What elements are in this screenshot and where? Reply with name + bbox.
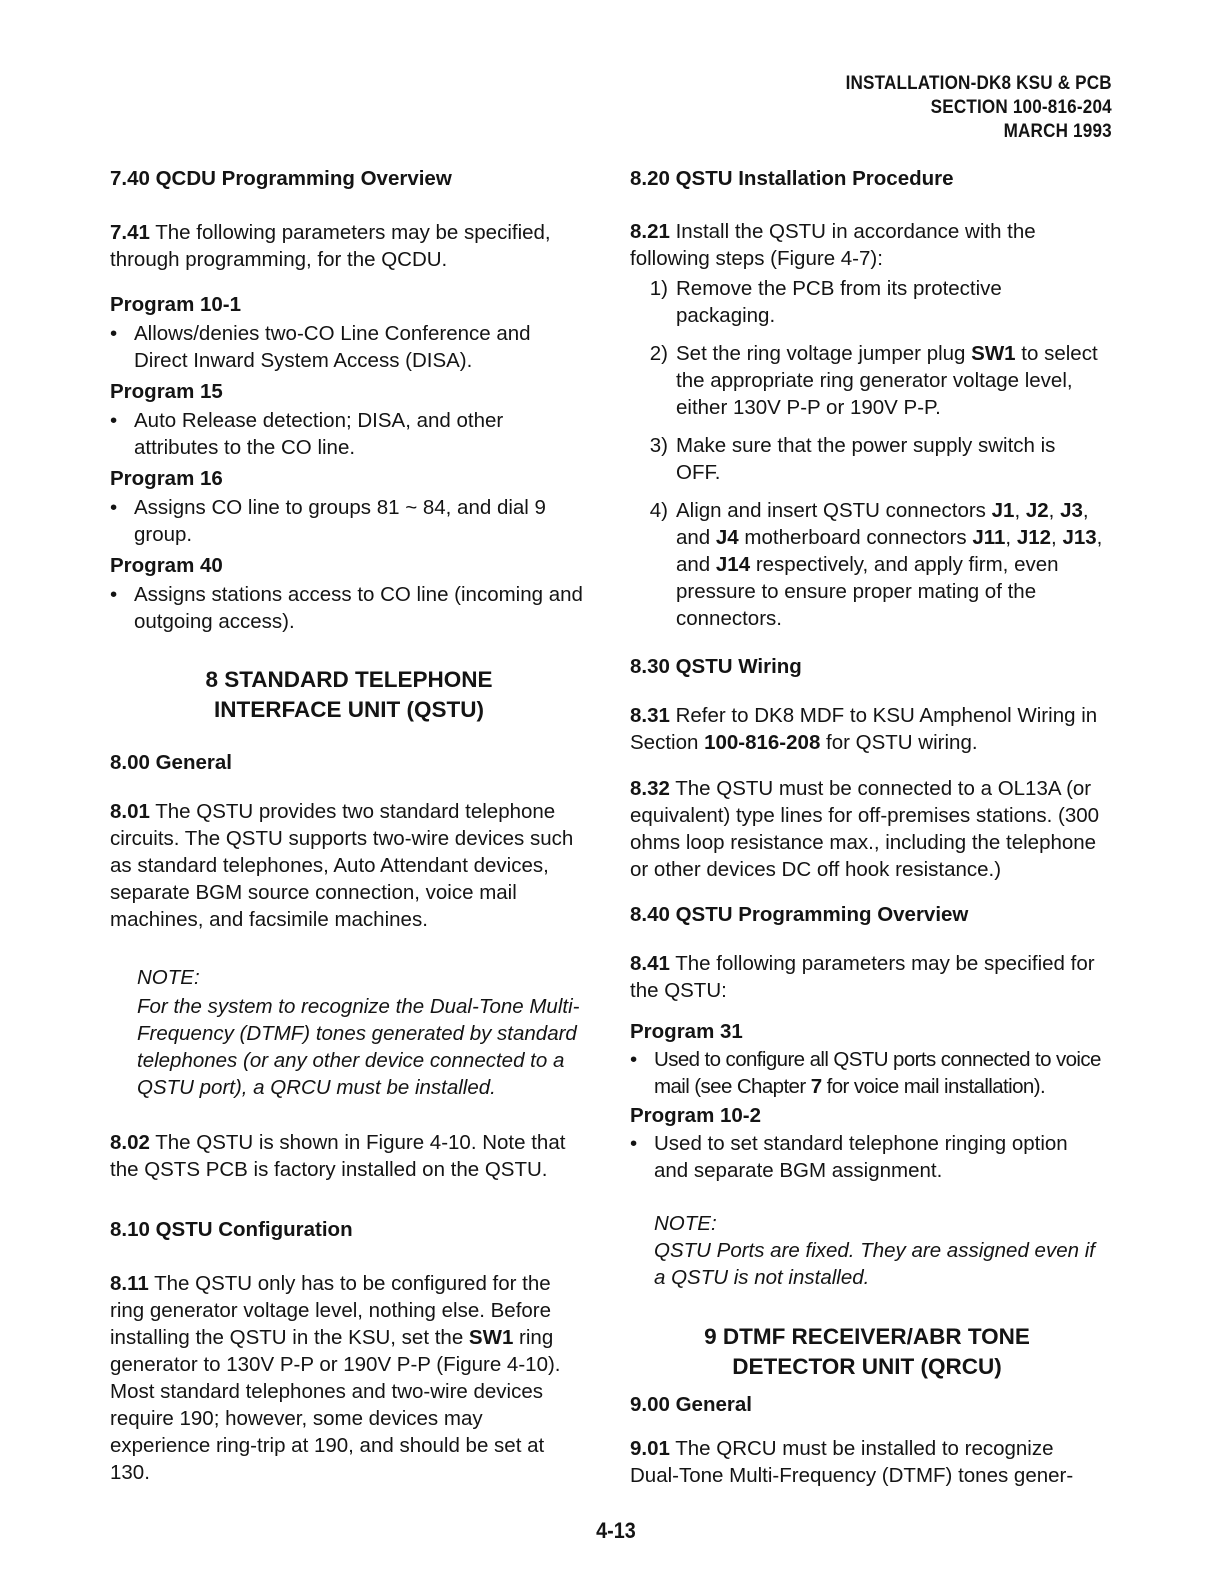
paragraph-number: 9.01 bbox=[630, 1437, 670, 1460]
bullet-item: • Auto Release detection; DISA, and other attributes to the CO line. bbox=[110, 409, 504, 459]
heading-8-10: 8.10 QSTU Configuration bbox=[110, 1218, 353, 1241]
right-column bbox=[630, 165, 1104, 1489]
paragraph-number: 8.31 bbox=[630, 704, 670, 727]
bullet-item: • Assigns stations access to CO line (incoming and outgoing access). bbox=[110, 583, 583, 633]
program-10-2-heading: Program 10-2 bbox=[630, 1104, 762, 1127]
heading-8-30: 8.30 QSTU Wiring bbox=[630, 655, 802, 678]
paragraph-8-32: 8.32 The QSTU must be connected to a OL13A (or equivalent) type lines for off-premises stations. (300 ohms loop resistance max., including the telephone or other devices DC off hook resistance.) bbox=[630, 777, 1100, 881]
paragraph-number: 8.11 bbox=[110, 1272, 149, 1295]
program-40-heading: Program 40 bbox=[110, 554, 223, 577]
page-number: 4-13 bbox=[596, 1518, 636, 1543]
step-4: 4) Align and insert QSTU connectors J1, J2, J3, and J4 motherboard connectors J11, J12, J13, and J14 respectively, and apply firm, even pressure to ensure proper mating of the connectors. bbox=[649, 499, 1103, 630]
page-header bbox=[846, 72, 1112, 144]
bullet-icon: • bbox=[110, 322, 118, 345]
paragraph-8-41: 8.41 The following parameters may be specified for the QSTU: bbox=[630, 952, 1095, 1002]
note-block bbox=[630, 1210, 1104, 1291]
installation-steps bbox=[630, 275, 1104, 632]
section-8-heading: 8 STANDARD TELEPHONE INTERFACE UNIT (QSTU) bbox=[205, 667, 493, 722]
note-label: NOTE: bbox=[137, 966, 200, 989]
heading-8-20: 8.20 QSTU Installation Procedure bbox=[630, 167, 954, 190]
header-document-title: INSTALLATION-DK8 KSU & PCB bbox=[845, 73, 1112, 94]
note-label: NOTE: bbox=[654, 1212, 717, 1235]
program-31-heading: Program 31 bbox=[630, 1020, 743, 1043]
note-block bbox=[110, 964, 588, 1101]
step-3: 3) Make sure that the power supply switch is OFF. bbox=[649, 434, 1056, 484]
bullet-item: • Used to set standard telephone ringing option and separate BGM assignment. bbox=[630, 1132, 1068, 1182]
program-10-1-heading: Program 10-1 bbox=[110, 293, 242, 316]
paragraph-number: 8.32 bbox=[630, 777, 670, 800]
bullet-item: • Allows/denies two-CO Line Conference and Direct Inward System Access (DISA). bbox=[110, 322, 531, 372]
paragraph-number: 8.21 bbox=[630, 220, 670, 243]
paragraph-9-01: 9.01 The QRCU must be installed to recognize Dual-Tone Multi-Frequency (DTMF) tones gener- bbox=[630, 1437, 1074, 1487]
note-text: QSTU Ports are fixed. They are assigned even if a QSTU is not installed. bbox=[654, 1239, 1095, 1289]
heading-8-40: 8.40 QSTU Programming Overview bbox=[630, 903, 969, 926]
bullet-item: • Used to configure all QSTU ports connected to voice mail (see Chapter 7 for voice mail installation). bbox=[630, 1048, 1101, 1098]
program-16-heading: Program 16 bbox=[110, 467, 223, 490]
paragraph-number: 8.02 bbox=[110, 1131, 150, 1154]
bullet-item: • Assigns CO line to groups 81 ~ 84, and dial 9 group. bbox=[110, 496, 546, 546]
heading-7-40: 7.40 QCDU Programming Overview bbox=[110, 167, 452, 190]
heading-8-00: 8.00 General bbox=[110, 751, 232, 774]
bullet-icon: • bbox=[630, 1132, 638, 1155]
program-15-heading: Program 15 bbox=[110, 380, 223, 403]
bullet-icon: • bbox=[630, 1048, 637, 1071]
paragraph-8-11: 8.11 The QSTU only has to be configured for the ring generator voltage level, nothing else. Before installing the QSTU in the KSU, set the SW1 ring generator to 130V P-P or 190V P-P (Figure 4-10). Most standard telephones and two-wire devices require 190; however, some devices may experience ring-trip at 190, and should be set at 130. bbox=[110, 1272, 561, 1484]
paragraph-8-01: 8.01 The QSTU provides two standard telephone circuits. The QSTU supports two-wire devices such as standard telephones, Auto Attendant devices, separate BGM source connection, voice mail machines, and facsimile machines. bbox=[110, 800, 574, 931]
paragraph-number: 8.41 bbox=[630, 952, 670, 975]
header-date: MARCH 1993 bbox=[1003, 121, 1112, 142]
step-1: 1) Remove the PCB from its protective packaging. bbox=[649, 277, 1002, 327]
header-section-number: SECTION 100-816-204 bbox=[930, 97, 1112, 118]
paragraph-8-21: 8.21 Install the QSTU in accordance with the following steps (Figure 4-7): bbox=[630, 220, 1036, 270]
bullet-icon: • bbox=[110, 409, 118, 432]
bullet-icon: • bbox=[110, 583, 118, 606]
step-2: 2) Set the ring voltage jumper plug SW1 to select the appropriate ring generator voltage level, either 130V P-P or 190V P-P. bbox=[649, 342, 1098, 419]
bullet-icon: • bbox=[110, 496, 118, 519]
paragraph-8-31: 8.31 Refer to DK8 MDF to KSU Amphenol Wiring in Section 100-816-208 for QSTU wiring. bbox=[630, 704, 1098, 754]
heading-9-00: 9.00 General bbox=[630, 1393, 752, 1416]
paragraph-8-02: 8.02 The QSTU is shown in Figure 4-10. Note that the QSTS PCB is factory installed on the QSTU. bbox=[110, 1131, 566, 1181]
paragraph-number: 7.41 bbox=[110, 221, 150, 244]
paragraph-7-41: 7.41 The following parameters may be specified, through programming, for the QCDU. bbox=[110, 221, 551, 271]
paragraph-number: 8.01 bbox=[110, 800, 150, 823]
note-text: For the system to recognize the Dual-Tone Multi-Frequency (DTMF) tones generated by standard telephones (or any other device connected to a QSTU port), a QRCU must be installed. bbox=[137, 995, 580, 1099]
left-column bbox=[110, 165, 588, 1486]
section-9-heading: 9 DTMF RECEIVER/ABR TONE DETECTOR UNIT (QRCU) bbox=[704, 1324, 1030, 1379]
